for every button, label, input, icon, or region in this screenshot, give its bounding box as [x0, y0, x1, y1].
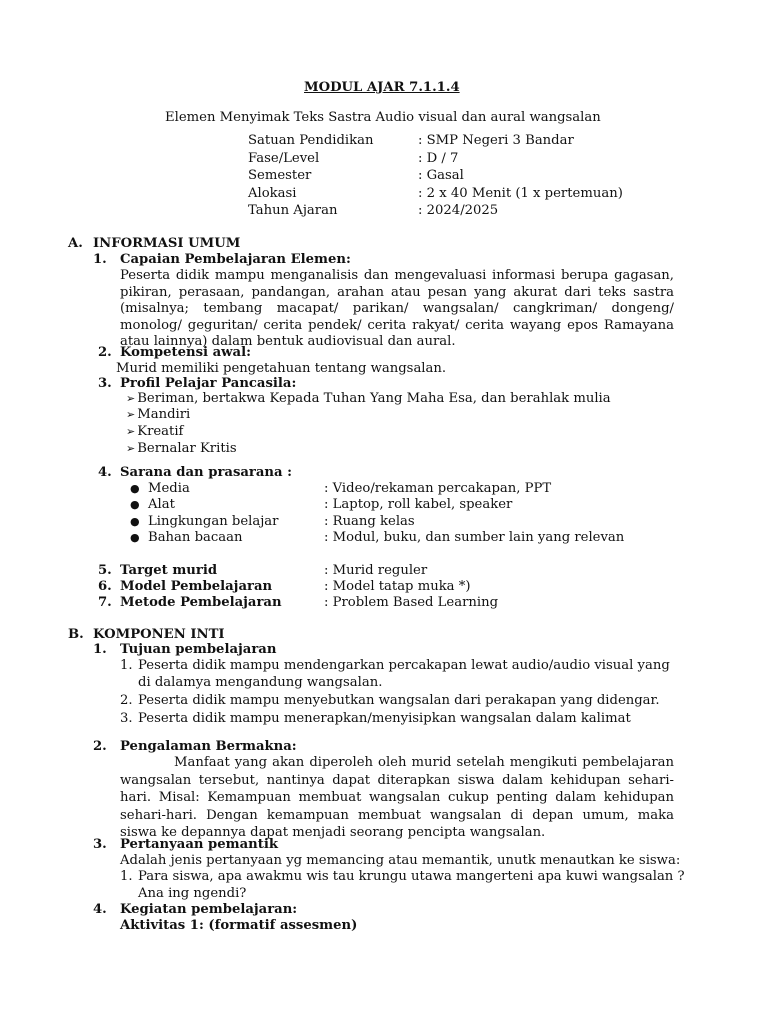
page-title: MODUL AJAR 7.1.1.4: [304, 80, 460, 95]
list-item-label: Bernalar Kritis: [137, 441, 237, 456]
section-a-letter: A.: [68, 236, 83, 251]
item-number: 2.: [93, 739, 107, 754]
section-a-heading: INFORMASI UMUM: [93, 236, 241, 251]
list-item: [126, 441, 237, 457]
item-title: Sarana dan prasarana :: [120, 465, 292, 480]
sarana-label: Lingkungan belajar: [148, 514, 279, 529]
item-body: Murid memiliki pengetahuan tentang wangsalan.: [116, 361, 447, 376]
goal-text: Peserta didik mampu mendengarkan percakapan lewat audio/audio visual yang: [138, 658, 670, 673]
item-number: 4.: [93, 902, 107, 917]
item-number: 6.: [98, 579, 112, 594]
item-number: 3.: [93, 837, 107, 852]
identity-label: Alokasi: [248, 186, 297, 201]
item-title: Pertanyaan pemantik: [120, 837, 278, 852]
item-title: Target murid: [120, 563, 218, 578]
list-item-label: Kreatif: [137, 424, 184, 439]
question-number: 1.: [120, 869, 133, 884]
item-number: 2.: [98, 345, 112, 360]
list-item: [126, 391, 611, 407]
identity-label: Semester: [248, 168, 312, 183]
arrow-bullet-icon: ➢: [126, 392, 136, 405]
identity-label: Fase/Level: [248, 151, 320, 166]
identity-label: Tahun Ajaran: [248, 203, 338, 218]
item-title: Metode Pembelajaran: [120, 595, 282, 610]
goal-text: Peserta didik mampu menerapkan/menyisipkan wangsalan dalam kalimat: [138, 711, 631, 726]
identity-value: : 2024/2025: [418, 203, 499, 218]
arrow-bullet-icon: ➢: [126, 425, 136, 438]
item-title: Pengalaman Bermakna:: [120, 739, 297, 754]
item-value: : Problem Based Learning: [324, 595, 499, 610]
list-item: [126, 407, 190, 423]
pengalaman-paragraph: Manfaat yang akan diperoleh oleh murid setelah mengikuti pembelajaran wangsalan tersebut, nantinya dapat diterapkan siswa dalam kehidupan sehari-hari. Misal: Kemampuan membuat wangsalan cukup penting dalam kehidupan sehari-hari. Dengan kemampuan membuat wangsalan di depan umum, maka siswa ke depannya dapat menjadi seorang pencipta wangsalan.: [120, 755, 674, 841]
item-title: Tujuan pembelajaran: [120, 642, 277, 657]
goal-number: 2.: [120, 693, 133, 708]
activity-title: Aktivitas 1: (formatif assesmen): [120, 918, 358, 933]
item-number: 1.: [93, 252, 107, 267]
sarana-value: : Modul, buku, dan sumber lain yang relevan: [324, 530, 625, 545]
identity-value: : 2 x 40 Menit (1 x pertemuan): [418, 186, 623, 201]
goal-number: 3.: [120, 711, 133, 726]
bullet-dot-icon: ●: [130, 515, 140, 528]
sarana-value: : Laptop, roll kabel, speaker: [324, 497, 513, 512]
item-title: Model Pembelajaran: [120, 579, 273, 594]
item-title: Kegiatan pembelajaran:: [120, 902, 298, 917]
item-number: 3.: [98, 376, 112, 391]
arrow-bullet-icon: ➢: [126, 408, 136, 421]
item-title: Capaian Pembelajaran Elemen:: [120, 252, 351, 267]
item-value: : Murid reguler: [324, 563, 428, 578]
sarana-label: Media: [148, 481, 190, 496]
sarana-label: Alat: [148, 497, 175, 512]
page-subtitle: Elemen Menyimak Teks Sastra Audio visual dan aural wangsalan: [165, 110, 601, 125]
identity-value: : Gasal: [418, 168, 464, 183]
section-b-heading: KOMPONEN INTI: [93, 627, 225, 642]
identity-label: Satuan Pendidikan: [248, 133, 374, 148]
section-b-letter: B.: [68, 627, 84, 642]
item-number: 1.: [93, 642, 107, 657]
goal-text: di dalamya mengandung wangsalan.: [138, 675, 383, 690]
item-body: Adalah jenis pertanyaan yg memancing atau memantik, unutk menautkan ke siswa:: [120, 853, 681, 868]
sarana-label: Bahan bacaan: [148, 530, 243, 545]
identity-value: : SMP Negeri 3 Bandar: [418, 133, 574, 148]
list-item: [126, 424, 183, 440]
item-title: Profil Pelajar Pancasila:: [120, 376, 297, 391]
sarana-value: : Video/rekaman percakapan, PPT: [324, 481, 552, 496]
question-text: Ana ing ngendi?: [138, 886, 247, 901]
arrow-bullet-icon: ➢: [126, 442, 136, 455]
item-title: Kompetensi awal:: [120, 345, 251, 360]
goal-number: 1.: [120, 658, 133, 673]
sarana-value: : Ruang kelas: [324, 514, 415, 529]
item-number: 5.: [98, 563, 112, 578]
question-text: Para siswa, apa awakmu wis tau krungu utawa mangerteni apa kuwi wangsalan ?: [138, 869, 685, 884]
item-number: 7.: [98, 595, 112, 610]
identity-value: : D / 7: [418, 151, 459, 166]
goal-text: Peserta didik mampu menyebutkan wangsalan dari perakapan yang didengar.: [138, 693, 660, 708]
item-number: 4.: [98, 465, 112, 480]
capaian-paragraph: Peserta didik mampu menganalisis dan mengevaluasi informasi berupa gagasan, pikiran, perasaan, pandangan, arahan atau pesan yang akurat dari teks sastra (misalnya; tembang macapat/ parikan/ wangsalan/ cangkriman/ dongeng/ monolog/ geguritan/ cerita pendek/ cerita rakyat/ cerita wayang epos Ramayana atau lainnya) dalam bentuk audiovisual dan aural.: [120, 268, 674, 350]
list-item-label: Beriman, bertakwa Kepada Tuhan Yang Maha Esa, dan berahlak mulia: [137, 391, 611, 406]
bullet-dot-icon: ●: [130, 498, 140, 511]
list-item-label: Mandiri: [137, 407, 191, 422]
bullet-dot-icon: ●: [130, 482, 140, 495]
item-value: : Model tatap muka *): [324, 579, 471, 594]
bullet-dot-icon: ●: [130, 531, 140, 544]
